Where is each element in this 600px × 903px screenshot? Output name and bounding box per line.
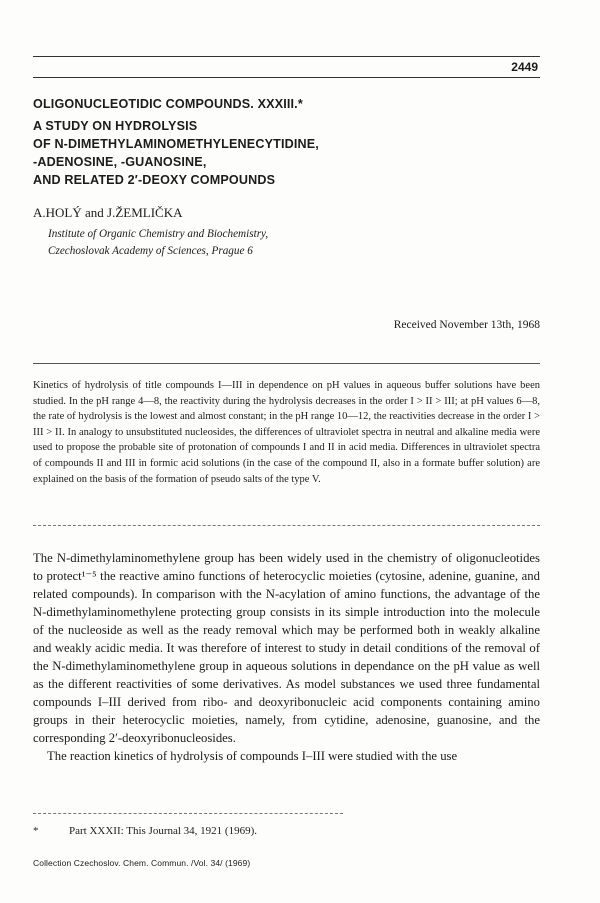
affiliation-line: Czechoslovak Academy of Sciences, Prague 6 (48, 245, 253, 257)
footnote-mark: * (33, 825, 39, 837)
authors: A.HOLÝ and J.ŽEMLIČKA (33, 205, 183, 220)
journal-footer: Collection Czechoslov. Chem. Commun. /Vol. 34/ (1969) (33, 858, 251, 868)
affiliation-line: Institute of Organic Chemistry and Biochemistry, (48, 228, 269, 240)
affiliation (48, 226, 268, 260)
footnote-rule (33, 813, 343, 814)
header-rule (33, 56, 540, 57)
article-title (33, 95, 553, 189)
body-paragraph: The reaction kinetics of hydrolysis of compounds I–III were studied with the use (47, 749, 458, 763)
abstract: Kinetics of hydrolysis of title compounds I—III in dependence on pH values in aqueous buffer solutions have been studied. In the pH range 4—8, the reactivity during the hydrolysis decreases in the order I > II > III; at pH values 6—8, the rate of hydrolysis is the lowest and almost constant; in the pH range 10—12, the reactivities decrease in the order I > III > II. In analogy to unsubstituted nucleosides, the differences of ultraviolet spectra in neutral and alkaline media were used to propose the probable site of protonation of compounds I and II in acid media. Differences in ultraviolet spectra of compounds II and III in formic acid solutions (in the case of the compound II, also in a formate buffer solution) are explained on the basis of the formation of pseudo salts of the type V. (33, 380, 540, 485)
title-line: OLIGONUCLEOTIDIC COMPOUNDS. XXXIII.* (33, 97, 303, 111)
title-line: AND RELATED 2′-DEOXY COMPOUNDS (33, 173, 276, 187)
header-rule-lower (33, 77, 540, 78)
body-paragraph: The N-dimethylaminomethylene group has been widely used in the chemistry of oligonucleotides to protect¹⁻⁵ the reactive amino functions of heterocyclic moieties (cytosine, adenine, guanine, and related compounds). In comparison with the N-acylation of amino functions, the advantage of the N-dimethylaminomethylene protecting group consists in its simple introduction into the molecule of the nucleoside as well as the ready removal which may be performed both in weakly alkaline and weakly acidic media. It was therefore of interest to study in detail conditions of the removal of the N-dimethylaminomethylene group in aqueous solutions in dependance on the pH value as well as the different reactivities of some derivatives. As model substances we used three fundamental compounds I–III derived from ribo- and deoxyribonucleic acid components containing amino groups in their heterocyclic moieties, namely, from cytidine, adenosine, guanosine, and the corresponding 2′-deoxyribonucleosides. (33, 551, 540, 745)
abstract-rule-top (33, 363, 540, 364)
footnote (33, 825, 257, 837)
abstract-rule-bottom (33, 525, 540, 526)
page-number: 2449 (511, 60, 538, 74)
title-line: OF N-DIMETHYLAMINOMETHYLENECYTIDINE, (33, 137, 319, 151)
title-line: A STUDY ON HYDROLYSIS (33, 119, 198, 133)
body-text (33, 549, 540, 765)
footnote-text: Part XXXII: This Journal 34, 1921 (1969). (69, 825, 257, 837)
title-line: -ADENOSINE, -GUANOSINE, (33, 155, 207, 169)
received-date: Received November 13th, 1968 (393, 319, 540, 331)
